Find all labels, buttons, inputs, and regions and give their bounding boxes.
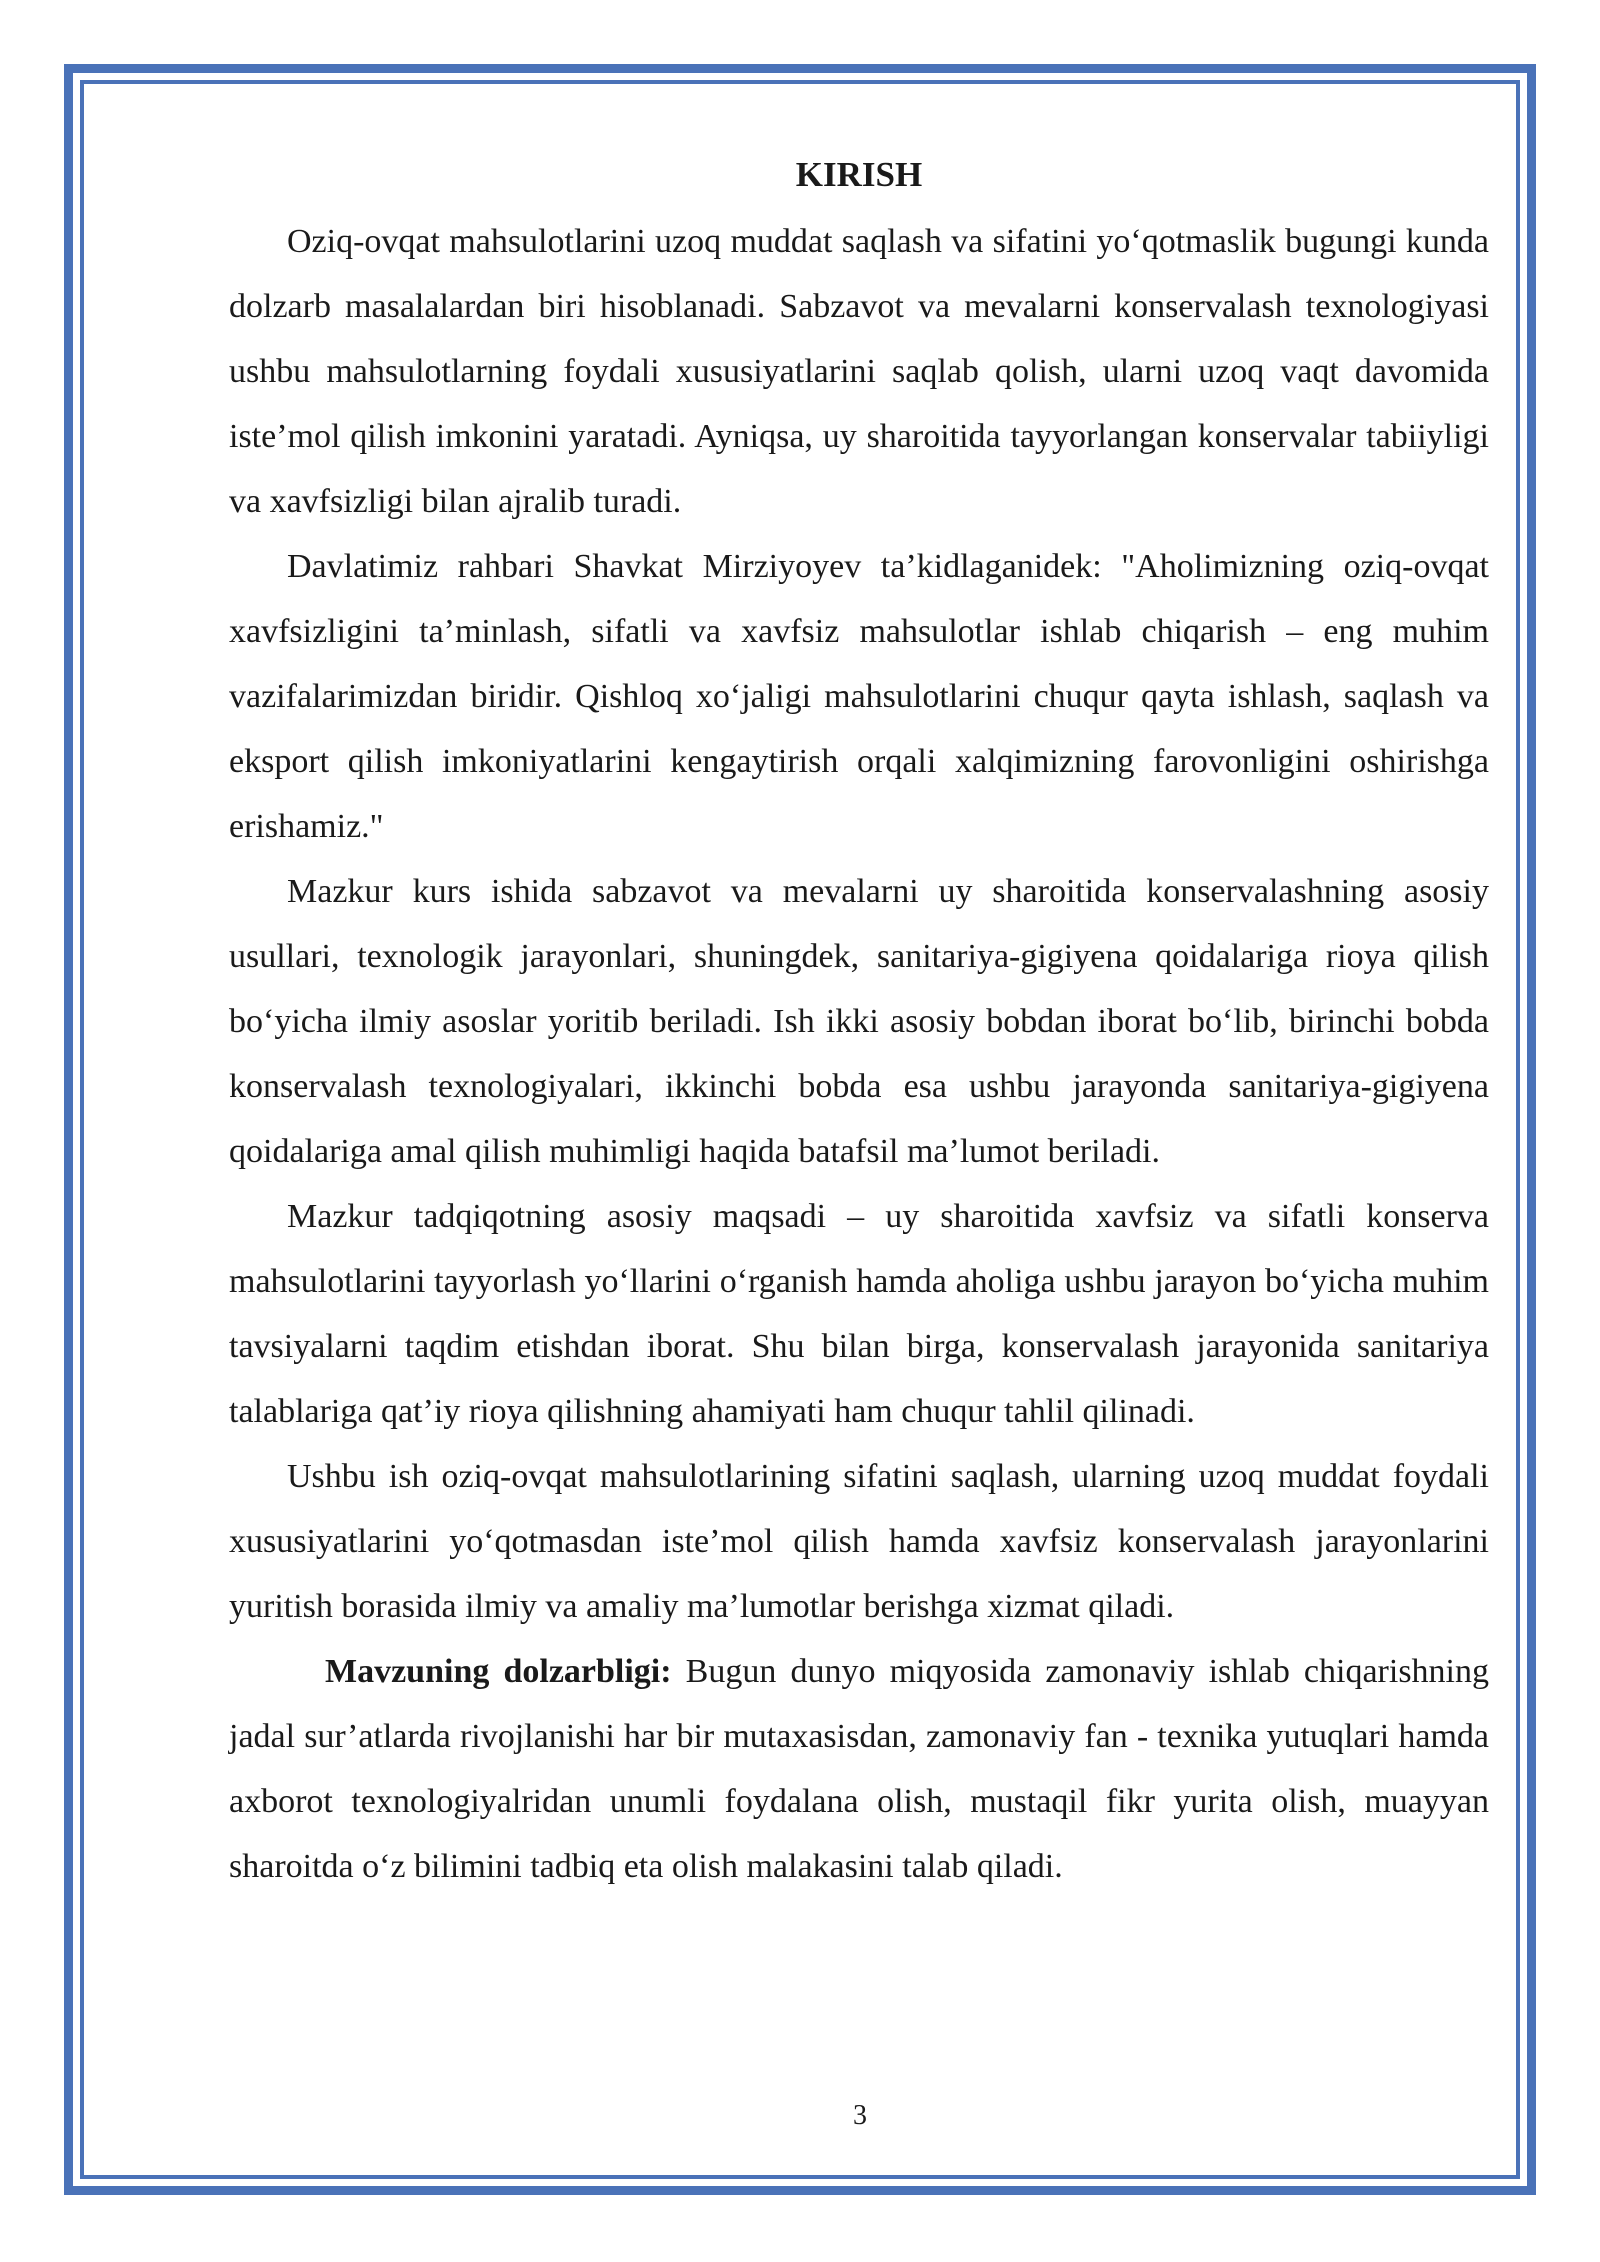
paragraph-research-goal: Mazkur tadqiqotning asosiy maqsadi – uy sharoitida xavfsiz va sifatli konserva mahsulotlarini tayyorlash yo‘llarini o‘rganish hamda aholiga ushbu jarayon bo‘yicha muhim tavsiyalarni taqdim etishdan iborat. Shu bilan birga, konservalash jarayonida sanitariya talablariga qat’iy rioya qilishning ahamiyati ham chuqur tahlil qilinadi.: [229, 1198, 1489, 1430]
paragraph-president-quote: Davlatimiz rahbari Shavkat Mirziyoyev ta’kidlaganidek: "Aholimizning oziq-ovqat xavfsizligini ta’minlash, sifatli va xavfsiz mahsulotlar ishlab chiqarish – eng muhim vazifalarimizdan biridir. Qishloq xo‘jaligi mahsulotlarini chuqur qayta ishlash, saqlash va eksport qilish imkoniyatlarini kengaytirish orqali xalqimizning farovonligini oshirishga erishamiz.": [229, 548, 1489, 845]
paragraph-intro: Oziq-ovqat mahsulotlarini uzoq muddat saqlash va sifatini yo‘qotmaslik bugungi kunda dolzarb masalalardan biri hisoblanadi. Sabzavot va mevalarni konservalash texnologiyasi ushbu mahsulotlarning foydali xususiyatlarini saqlab qolish, ularni uzoq vaqt davomida iste’mol qilish imkonini yaratadi. Ayniqsa, uy sharoitida tayyorlangan konservalar tabiiyligi va xavfsizligi bilan ajralib turadi.: [229, 223, 1489, 520]
paragraph-course-scope: Mazkur kurs ishida sabzavot va mevalarni uy sharoitida konservalashning asosiy usullari, texnologik jarayonlari, shuningdek, sanitariya-gigiyena qoidalariga rioya qilish bo‘yicha ilmiy asoslar yoritib beriladi. Ish ikki asosiy bobdan iborat bo‘lib, birinchi bobda konservalash texnologiyalari, ikkinchi bobda esa ushbu jarayonda sanitariya-gigiyena qoidalariga amal qilish muhimligi haqida batafsil ma’lumot beriladi.: [229, 873, 1489, 1170]
paragraph-relevance: [229, 1639, 1489, 1899]
document-body: [229, 144, 1489, 1899]
paragraph-purpose: Ushbu ish oziq-ovqat mahsulotlarining sifatini saqlash, ularning uzoq muddat foydali xususiyatlarini yo‘qotmasdan iste’mol qilish hamda xavfsiz konservalash jarayonlarini yuritish borasida ilmiy va amaliy ma’lumotlar berishga xizmat qiladi.: [229, 1458, 1489, 1625]
section-title: KIRISH: [795, 155, 923, 194]
page-number: 3: [853, 2100, 867, 2131]
relevance-heading: Mavzuning dolzarbligi:: [325, 1653, 672, 1690]
relevance-text: Bugun dunyo miqyosida zamonaviy ishlab chiqarishning jadal sur’atlarda rivojlanishi har bir mutaxasisdan, zamonaviy fan - texnika yutuqlari hamda axborot texnologiyalridan unumli foydalana olish, mustaqil fikr yurita olish, muayyan sharoitda o‘z bilimini tadbiq eta olish malakasini talab qiladi.: [229, 1653, 1490, 1885]
